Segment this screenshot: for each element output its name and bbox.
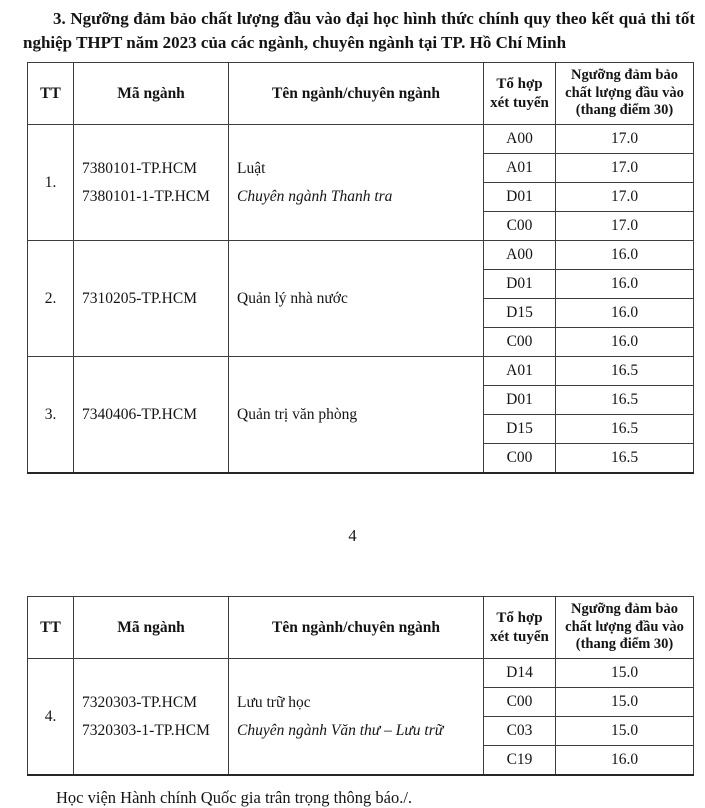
header-cell-nguong: Ngưỡng đảm bảo chất lượng đầu vào (thang điểm 30)	[556, 63, 694, 125]
cell-diem: 15.0	[556, 688, 694, 717]
cell-to-hop: C00	[484, 688, 556, 717]
header-cell-tt: TT	[28, 63, 74, 125]
document-page	[0, 7, 705, 807]
table-header-row	[28, 63, 694, 125]
ma-nganh-code-1: 7320303-TP.HCM	[82, 693, 197, 711]
cell-to-hop: D01	[484, 270, 556, 299]
ten-nganh: Lưu trữ học	[237, 693, 311, 711]
header-cell-to-hop: Tổ hợp xét tuyển	[484, 597, 556, 659]
cell-ten-nganh	[229, 125, 484, 241]
cell-diem: 17.0	[556, 154, 694, 183]
cell-to-hop: A01	[484, 154, 556, 183]
header-cell-to-hop: Tổ hợp xét tuyển	[484, 63, 556, 125]
ten-nganh: Luật	[237, 159, 266, 177]
chuyen-nganh: Chuyên ngành Thanh tra	[237, 187, 393, 205]
ma-nganh-code-2: 7380101-1-TP.HCM	[82, 187, 210, 205]
table-row	[28, 125, 694, 154]
cell-to-hop: A01	[484, 357, 556, 386]
cell-stt: 3.	[28, 357, 74, 474]
table-row	[28, 357, 694, 386]
cell-ten-nganh	[229, 659, 484, 776]
cell-to-hop: D01	[484, 183, 556, 212]
header-cell-ten-nganh: Tên ngành/chuyên ngành	[229, 63, 484, 125]
footer-announcement: Học viện Hành chính Quốc gia trân trọng thông báo./.	[56, 788, 413, 807]
cell-diem: 16.5	[556, 386, 694, 415]
ma-nganh-code-2: 7320303-1-TP.HCM	[82, 721, 210, 739]
cell-to-hop: C00	[484, 444, 556, 474]
cell-to-hop: C00	[484, 328, 556, 357]
cell-ma-nganh	[74, 659, 229, 776]
cell-diem: 15.0	[556, 717, 694, 746]
cell-to-hop: C00	[484, 212, 556, 241]
table-row	[28, 241, 694, 270]
header-cell-ma-nganh: Mã ngành	[74, 597, 229, 659]
cell-ma-nganh	[74, 357, 229, 474]
cell-diem: 17.0	[556, 183, 694, 212]
cell-ma-nganh	[74, 241, 229, 357]
ten-nganh: Quản lý nhà nước	[237, 289, 348, 307]
cell-diem: 16.5	[556, 357, 694, 386]
cell-diem: 16.0	[556, 746, 694, 776]
ma-nganh-code-1: 7380101-TP.HCM	[82, 159, 197, 177]
admission-threshold-table-2	[27, 596, 694, 776]
cell-to-hop: A00	[484, 241, 556, 270]
cell-ten-nganh	[229, 241, 484, 357]
page-number: 4	[348, 526, 357, 545]
header-cell-tt: TT	[28, 597, 74, 659]
header-cell-ma-nganh: Mã ngành	[74, 63, 229, 125]
ma-nganh-code-1: 7310205-TP.HCM	[82, 289, 197, 307]
cell-stt: 4.	[28, 659, 74, 776]
cell-diem: 16.0	[556, 270, 694, 299]
cell-diem: 15.0	[556, 659, 694, 688]
table-row	[28, 659, 694, 688]
cell-to-hop: D15	[484, 299, 556, 328]
cell-diem: 16.5	[556, 444, 694, 474]
cell-diem: 17.0	[556, 125, 694, 154]
ma-nganh-code-1: 7340406-TP.HCM	[82, 405, 197, 423]
cell-ten-nganh	[229, 357, 484, 474]
cell-ma-nganh	[74, 125, 229, 241]
table-header-row	[28, 597, 694, 659]
page-title: 3. Ngưỡng đảm bảo chất lượng đầu vào đại học hình thức chính quy theo kết quả thi tốt nghiệp THPT năm 2023 của các ngành, chuyên ngành tại TP. Hồ Chí Minh	[23, 9, 695, 52]
cell-to-hop: D01	[484, 386, 556, 415]
cell-diem: 16.5	[556, 415, 694, 444]
cell-to-hop: D14	[484, 659, 556, 688]
cell-stt: 2.	[28, 241, 74, 357]
ten-nganh: Quản trị văn phòng	[237, 405, 358, 423]
cell-to-hop: C03	[484, 717, 556, 746]
header-cell-ten-nganh: Tên ngành/chuyên ngành	[229, 597, 484, 659]
cell-to-hop: A00	[484, 125, 556, 154]
cell-diem: 16.0	[556, 299, 694, 328]
admission-threshold-table-1	[27, 62, 694, 474]
cell-stt: 1.	[28, 125, 74, 241]
chuyen-nganh: Chuyên ngành Văn thư – Lưu trữ	[237, 721, 444, 739]
cell-diem: 17.0	[556, 212, 694, 241]
cell-to-hop: C19	[484, 746, 556, 776]
header-cell-nguong: Ngưỡng đảm bảo chất lượng đầu vào (thang điểm 30)	[556, 597, 694, 659]
cell-diem: 16.0	[556, 241, 694, 270]
cell-to-hop: D15	[484, 415, 556, 444]
cell-diem: 16.0	[556, 328, 694, 357]
